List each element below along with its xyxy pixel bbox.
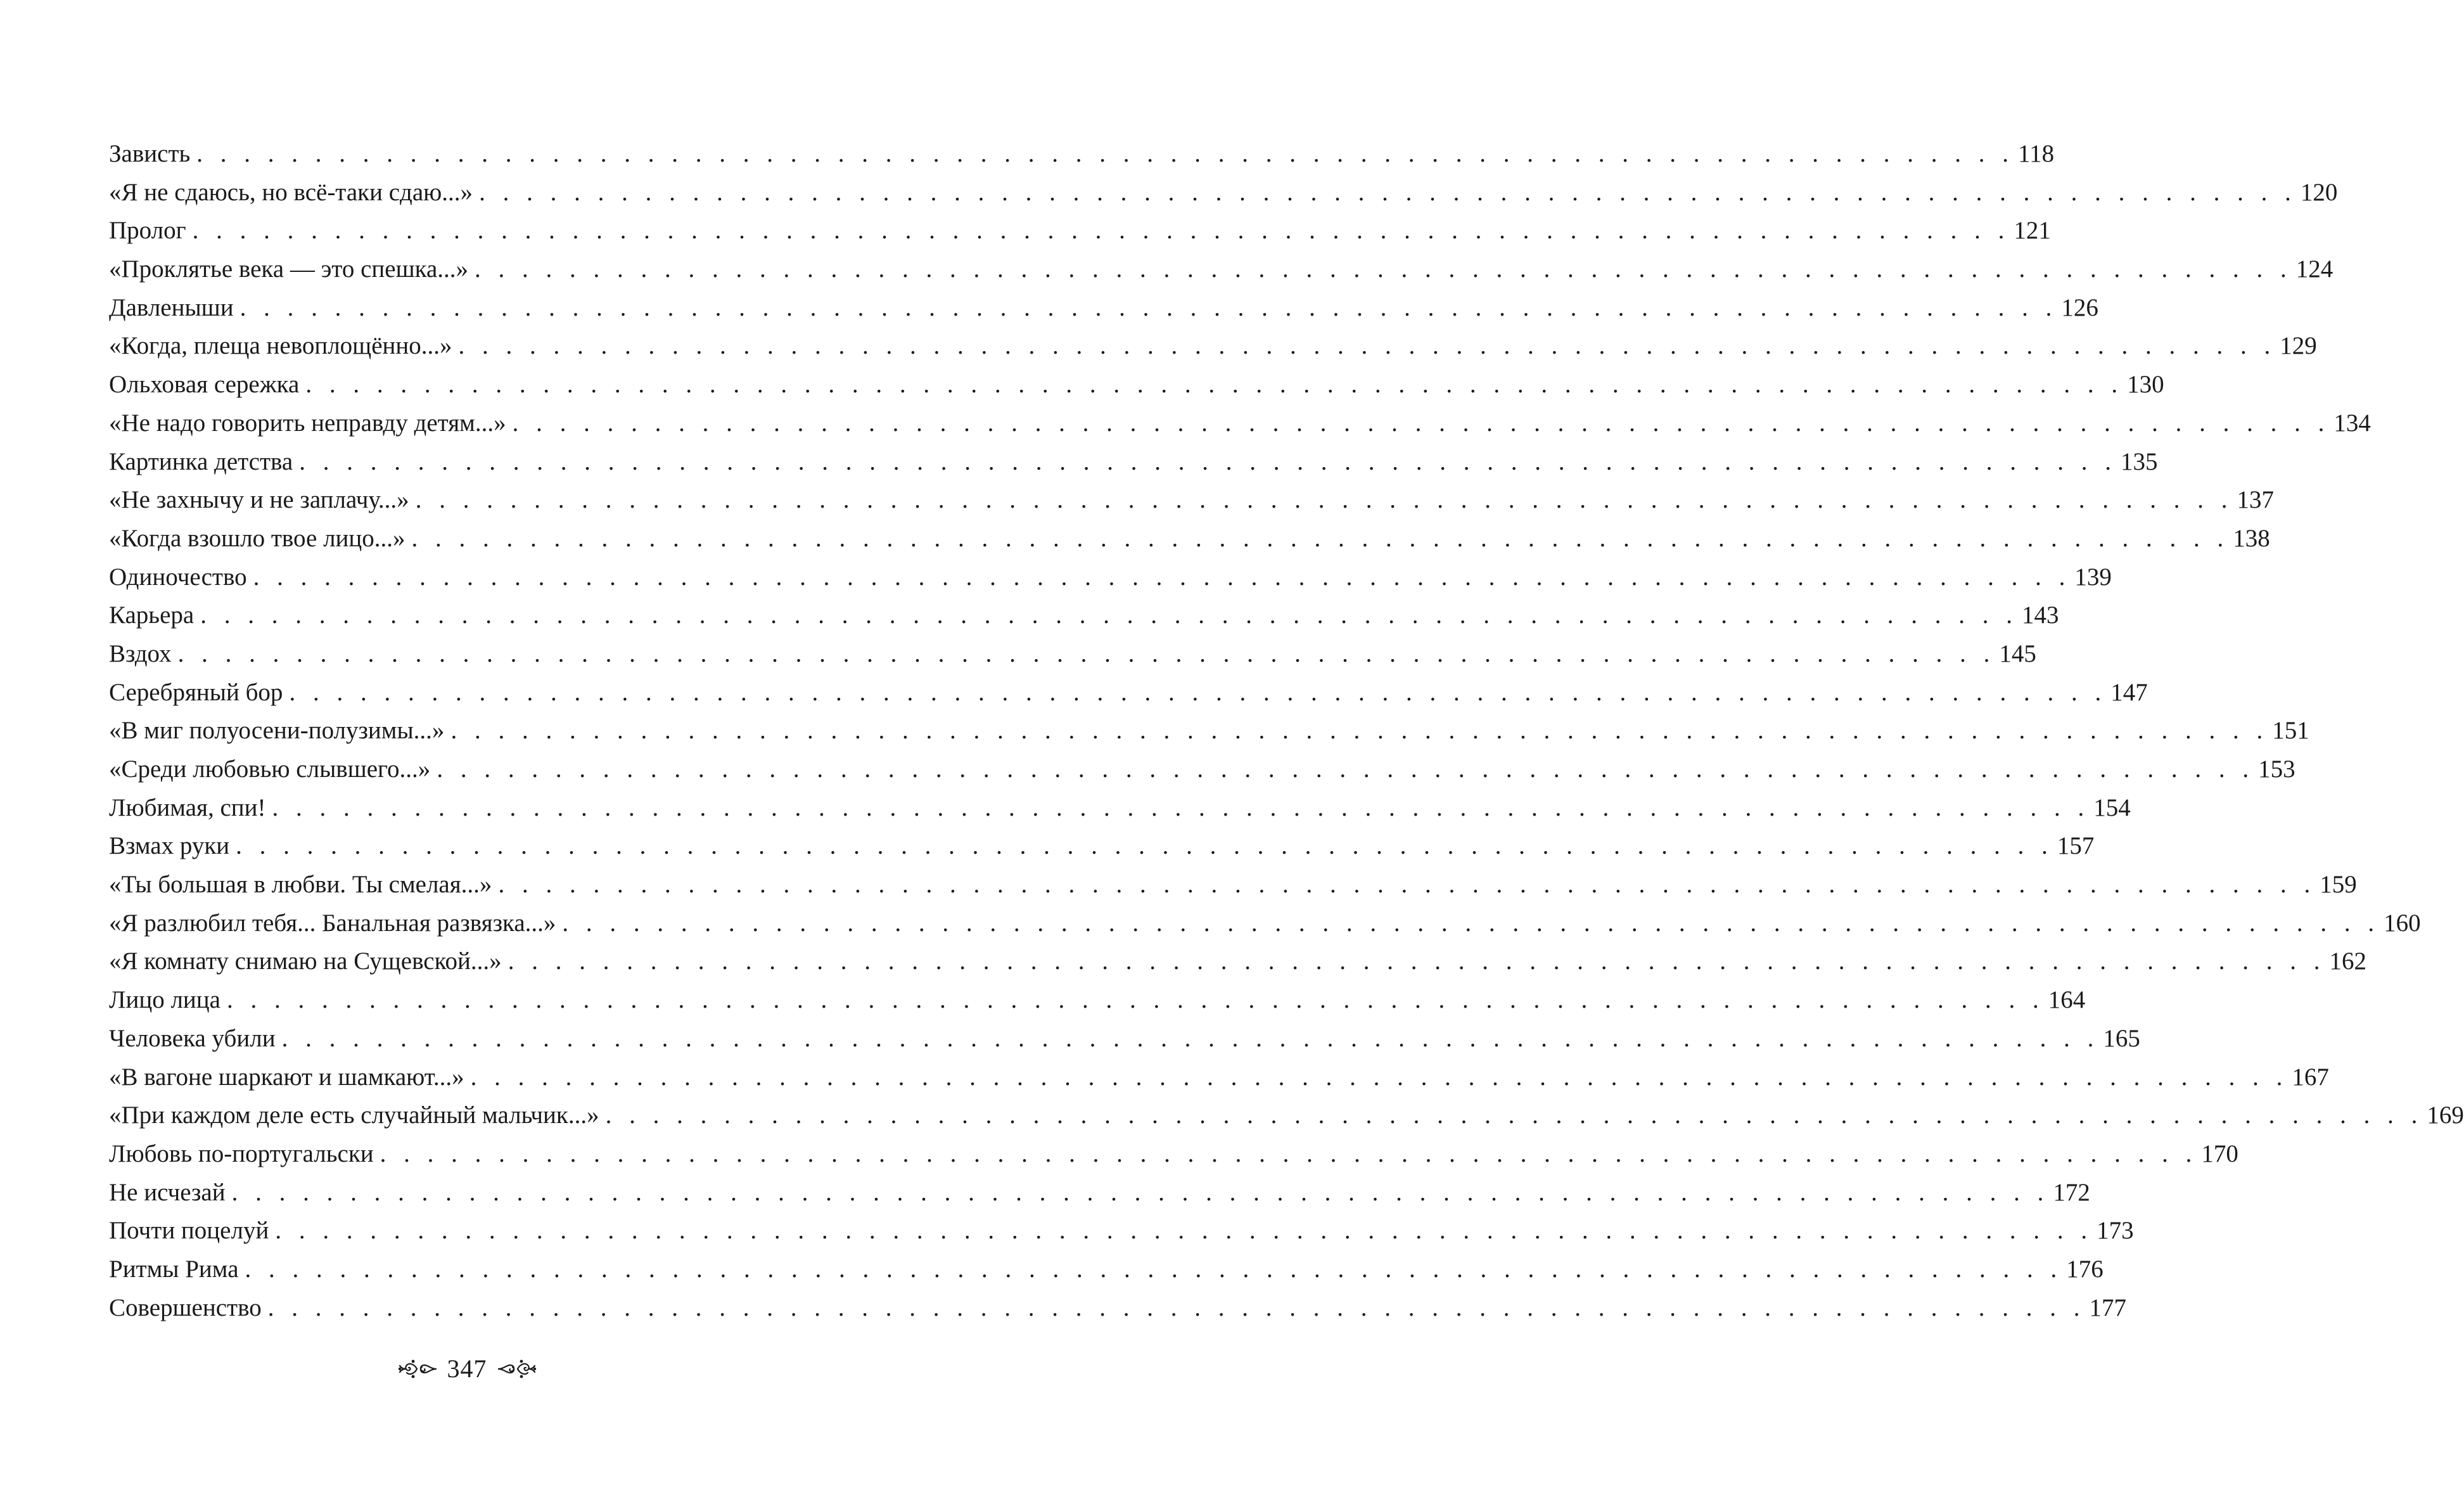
dot-leader: . . . . . . . . . . . . . . . . . . . . . . . . . . . . . . . . . . . . . . . . . . . . . . . . . . . . . . . . . . . . . . . . . . . . . . . . . . . . .: [196, 140, 2015, 167]
toc-entry-title: «Я разлюбил тебя... Банальная развязка...»: [109, 909, 556, 937]
toc-entry: [109, 1289, 2126, 1328]
toc-entry-page: 120: [2300, 178, 2338, 206]
toc-entry: [109, 674, 2148, 712]
toc-entry: [109, 135, 2055, 174]
toc-entry-page: 135: [2120, 447, 2158, 475]
toc-entry: [109, 1058, 2329, 1097]
toc-entry: [109, 1250, 2103, 1289]
toc-entry-title: Взмах руки: [109, 832, 230, 860]
toc-entry-title: Не исчезай: [109, 1178, 226, 1206]
toc-entry-title: «Не захнычу и не заплачу...»: [109, 486, 409, 514]
toc-entry-title: Серебряный бор: [109, 678, 283, 706]
toc-entry-title: Любимая, спи!: [109, 793, 266, 821]
toc-entry: [109, 327, 2317, 366]
toc-entry-page: 165: [2103, 1024, 2140, 1052]
toc-entry-page: 160: [2384, 909, 2421, 937]
toc-entry: [109, 366, 2164, 404]
toc-entry: [109, 1174, 2090, 1212]
dot-leader: . . . . . . . . . . . . . . . . . . . . . . . . . . . . . . . . . . . . . . . . . . . . . . . . . . . . . . . . . . . . . . . . . . . . . . . . . . . . .: [305, 371, 2124, 399]
toc-entry: [109, 443, 2158, 482]
toc-entry-page: 145: [1999, 639, 2036, 667]
toc-entry-title: Вздох: [109, 639, 172, 667]
toc-entry: [109, 520, 2270, 558]
toc-entry: [109, 635, 2036, 674]
dot-leader: . . . . . . . . . . . . . . . . . . . . . . . . . . . . . . . . . . . . . . . . . . . . . . . . . . . . . . . . . . . . . . . . . . . . . . . . . . . . .: [562, 909, 2380, 937]
toc-entry-page: 129: [2280, 332, 2317, 360]
toc-entry: [109, 1135, 2238, 1174]
toc-entry-page: 162: [2329, 947, 2366, 975]
toc-entry-page: 164: [2048, 986, 2086, 1014]
toc-entry: [109, 1212, 2134, 1250]
toc-entry-page: 167: [2292, 1063, 2329, 1091]
dot-leader: . . . . . . . . . . . . . . . . . . . . . . . . . . . . . . . . . . . . . . . . . . . . . . . . . . . . . . . . . . . . . . . . . . . . . . . . . . . . .: [450, 717, 2269, 745]
toc-entry-title: «Когда, плеща невоплощённо...»: [109, 332, 452, 360]
toc-entry-title: Ольховая сережка: [109, 371, 300, 399]
dot-leader: . . . . . . . . . . . . . . . . . . . . . . . . . . . . . . . . . . . . . . . . . . . . . . . . . . . . . . . . . . . . . . . . . . . . . . . . . . . . .: [200, 601, 2018, 629]
toc-entry-title: «Проклятье века — это спешка...»: [109, 255, 469, 283]
dot-leader: . . . . . . . . . . . . . . . . . . . . . . . . . . . . . . . . . . . . . . . . . . . . . . . . . . . . . . . . . . . . . . . . . . . . . . . . . . . . .: [512, 409, 2330, 437]
toc-entry-page: 173: [2097, 1217, 2134, 1245]
dot-leader: . . . . . . . . . . . . . . . . . . . . . . . . . . . . . . . . . . . . . . . . . . . . . . . . . . . . . . . . . . . . . . . . . . . . . . . . . . . . .: [239, 293, 2058, 321]
toc-entry: [109, 942, 2366, 981]
toc-entry: [109, 712, 2309, 750]
toc-entry-title: «Я не сдаюсь, но всё-таки сдаю...»: [109, 178, 473, 206]
toc-entry-page: 169: [2427, 1101, 2464, 1129]
toc-entry: [109, 558, 2112, 597]
toc-entry-page: 147: [2110, 678, 2148, 706]
dot-leader: . . . . . . . . . . . . . . . . . . . . . . . . . . . . . . . . . . . . . . . . . . . . . . . . . . . . . . . . . . . . . . . . . . . . . . . . . . . . .: [231, 1178, 2050, 1206]
dot-leader: . . . . . . . . . . . . . . . . . . . . . . . . . . . . . . . . . . . . . . . . . . . . . . . . . . . . . . . . . . . . . . . . . . . . . . . . . . . . .: [498, 871, 2316, 899]
dot-leader: . . . . . . . . . . . . . . . . . . . . . . . . . . . . . . . . . . . . . . . . . . . . . . . . . . . . . . . . . . . . . . . . . . . . . . . . . . . . .: [281, 1024, 2100, 1052]
dot-leader: . . . . . . . . . . . . . . . . . . . . . . . . . . . . . . . . . . . . . . . . . . . . . . . . . . . . . . . . . . . . . . . . . . . . . . . . . . . . .: [177, 639, 1996, 667]
toc-entry-page: 159: [2320, 871, 2357, 899]
dot-leader: . . . . . . . . . . . . . . . . . . . . . . . . . . . . . . . . . . . . . . . . . . . . . . . . . . . . . . . . . . . . . . . . . . . . . . . . . . . . .: [475, 255, 2292, 283]
dot-leader: . . . . . . . . . . . . . . . . . . . . . . . . . . . . . . . . . . . . . . . . . . . . . . . . . . . . . . . . . . . . . . . . . . . . . . . . . . . . .: [437, 755, 2255, 783]
dot-leader: . . . . . . . . . . . . . . . . . . . . . . . . . . . . . . . . . . . . . . . . . . . . . . . . . . . . . . . . . . . . . . . . . . . . . . . . . . . . .: [470, 1063, 2288, 1091]
toc-entry-page: 157: [2057, 832, 2095, 860]
toc-entry: [109, 404, 2371, 443]
toc-entry: [109, 1096, 2464, 1135]
toc-entry: [109, 212, 2051, 250]
toc-entry: [109, 596, 2059, 635]
toc-entry-page: 139: [2074, 563, 2112, 591]
toc-entry: [109, 789, 2131, 828]
table-of-contents: [109, 135, 2464, 1327]
dot-leader: . . . . . . . . . . . . . . . . . . . . . . . . . . . . . . . . . . . . . . . . . . . . . . . . . . . . . . . . . . . . . . . . . . . . . . . . . . . . .: [415, 486, 2233, 514]
toc-entry-page: 172: [2053, 1178, 2090, 1206]
toc-entry-page: 138: [2233, 524, 2270, 552]
toc-entry-title: «Когда взошло твое лицо...»: [109, 524, 405, 552]
toc-entry-title: «Я комнату снимаю на Сущевской...»: [109, 947, 502, 975]
toc-entry-page: 134: [2333, 409, 2371, 437]
toc-entry-title: Зависть: [109, 140, 191, 167]
toc-entry: [109, 289, 2098, 328]
toc-entry-title: Ритмы Рима: [109, 1255, 239, 1283]
toc-entry-title: «Не надо говорить неправду детям...»: [109, 409, 506, 437]
dot-leader: . . . . . . . . . . . . . . . . . . . . . . . . . . . . . . . . . . . . . . . . . . . . . . . . . . . . . . . . . . . . . . . . . . . . . . . . . . . . .: [267, 1294, 2086, 1321]
toc-entry-page: 124: [2295, 255, 2333, 283]
dot-leader: . . . . . . . . . . . . . . . . . . . . . . . . . . . . . . . . . . . . . . . . . . . . . . . . . . . . . . . . . . . . . . . . . . . . . . . . . . . . .: [272, 793, 2090, 821]
flourish-left-icon: [398, 1356, 437, 1382]
toc-entry: [109, 250, 2333, 289]
toc-entry-title: Картинка детства: [109, 447, 293, 475]
toc-entry: [109, 827, 2095, 866]
toc-entry-title: Совершенство: [109, 1294, 262, 1321]
toc-entry-title: «В миг полуосени-полузимы...»: [109, 717, 445, 745]
toc-entry-title: Давленыши: [109, 293, 234, 321]
toc-entry-page: 121: [2014, 217, 2051, 245]
toc-entry-title: Пролог: [109, 217, 186, 245]
dot-leader: . . . . . . . . . . . . . . . . . . . . . . . . . . . . . . . . . . . . . . . . . . . . . . . . . . . . . . . . . . . . . . . . . . . . . . . . . . . . .: [245, 1255, 2063, 1283]
dot-leader: . . . . . . . . . . . . . . . . . . . . . . . . . . . . . . . . . . . . . . . . . . . . . . . . . . . . . . . . . . . . . . . . . . . . . . . . . . . . .: [275, 1217, 2093, 1245]
toc-entry-page: 126: [2061, 293, 2098, 321]
toc-entry-page: 130: [2127, 371, 2164, 399]
dot-leader: . . . . . . . . . . . . . . . . . . . . . . . . . . . . . . . . . . . . . . . . . . . . . . . . . . . . . . . . . . . . . . . . . . . . . . . . . . . . .: [507, 947, 2326, 975]
toc-entry-page: 143: [2021, 601, 2059, 629]
toc-entry-page: 137: [2237, 486, 2274, 514]
toc-entry: [109, 981, 2086, 1020]
dot-leader: . . . . . . . . . . . . . . . . . . . . . . . . . . . . . . . . . . . . . . . . . . . . . . . . . . . . . . . . . . . . . . . . . . . . . . . . . . . . .: [458, 332, 2276, 360]
toc-entry-page: 118: [2018, 140, 2055, 167]
toc-entry-page: 176: [2066, 1255, 2103, 1283]
dot-leader: . . . . . . . . . . . . . . . . . . . . . . . . . . . . . . . . . . . . . . . . . . . . . . . . . . . . . . . . . . . . . . . . . . . . . . . . . . . . .: [299, 447, 2117, 475]
toc-entry-title: «Среди любовью слывшего...»: [109, 755, 431, 783]
toc-entry: [109, 1020, 2140, 1058]
toc-entry-title: «В вагоне шаркают и шамкают...»: [109, 1063, 464, 1091]
dot-leader: . . . . . . . . . . . . . . . . . . . . . . . . . . . . . . . . . . . . . . . . . . . . . . . . . . . . . . . . . . . . . . . . . . . . . . . . . . . . .: [289, 678, 2107, 706]
toc-entry-title: Одиночество: [109, 563, 247, 591]
toc-entry-title: Лицо лица: [109, 986, 220, 1014]
toc-entry-page: 154: [2093, 793, 2131, 821]
toc-entry-title: Человека убили: [109, 1024, 276, 1052]
dot-leader: . . . . . . . . . . . . . . . . . . . . . . . . . . . . . . . . . . . . . . . . . . . . . . . . . . . . . . . . . . . . . . . . . . . . . . . . . . . . .: [226, 986, 2045, 1014]
toc-entry-title: Почти поцелуй: [109, 1217, 269, 1245]
toc-entry-page: 177: [2089, 1294, 2126, 1321]
page-number: 347: [447, 1354, 487, 1383]
toc-entry-page: 151: [2272, 717, 2309, 745]
dot-leader: . . . . . . . . . . . . . . . . . . . . . . . . . . . . . . . . . . . . . . . . . . . . . . . . . . . . . . . . . . . . . . . . . . . . . . . . . . . . .: [479, 178, 2297, 206]
toc-entry: [109, 750, 2295, 789]
toc-entry: [109, 904, 2421, 943]
dot-leader: . . . . . . . . . . . . . . . . . . . . . . . . . . . . . . . . . . . . . . . . . . . . . . . . . . . . . . . . . . . . . . . . . . . . . . . . . . . . .: [380, 1140, 2198, 1167]
dot-leader: . . . . . . . . . . . . . . . . . . . . . . . . . . . . . . . . . . . . . . . . . . . . . . . . . . . . . . . . . . . . . . . . . . . . . . . . . . . . .: [192, 217, 2010, 245]
dot-leader: . . . . . . . . . . . . . . . . . . . . . . . . . . . . . . . . . . . . . . . . . . . . . . . . . . . . . . . . . . . . . . . . . . . . . . . . . . . . .: [411, 524, 2230, 552]
toc-entry: [109, 866, 2357, 904]
toc-entry-page: 170: [2201, 1140, 2238, 1167]
toc-entry-title: «Ты большая в любви. Ты смелая...»: [109, 871, 492, 899]
toc-entry-title: «При каждом деле есть случайный мальчик...»: [109, 1101, 599, 1129]
toc-entry-title: Карьера: [109, 601, 195, 629]
page-footer: [0, 1350, 934, 1388]
toc-entry-title: Любовь по-португальски: [109, 1140, 374, 1167]
toc-entry: [109, 174, 2338, 212]
dot-leader: . . . . . . . . . . . . . . . . . . . . . . . . . . . . . . . . . . . . . . . . . . . . . . . . . . . . . . . . . . . . . . . . . . . . . . . . . . . . .: [253, 563, 2071, 591]
dot-leader: . . . . . . . . . . . . . . . . . . . . . . . . . . . . . . . . . . . . . . . . . . . . . . . . . . . . . . . . . . . . . . . . . . . . . . . . . . . . .: [236, 832, 2053, 860]
toc-entry: [109, 481, 2274, 520]
flourish-right-icon: [497, 1356, 537, 1382]
toc-entry-page: 153: [2258, 755, 2295, 783]
dot-leader: . . . . . . . . . . . . . . . . . . . . . . . . . . . . . . . . . . . . . . . . . . . . . . . . . . . . . . . . . . . . . . . . . . . . . . . . . . . . .: [605, 1101, 2423, 1129]
